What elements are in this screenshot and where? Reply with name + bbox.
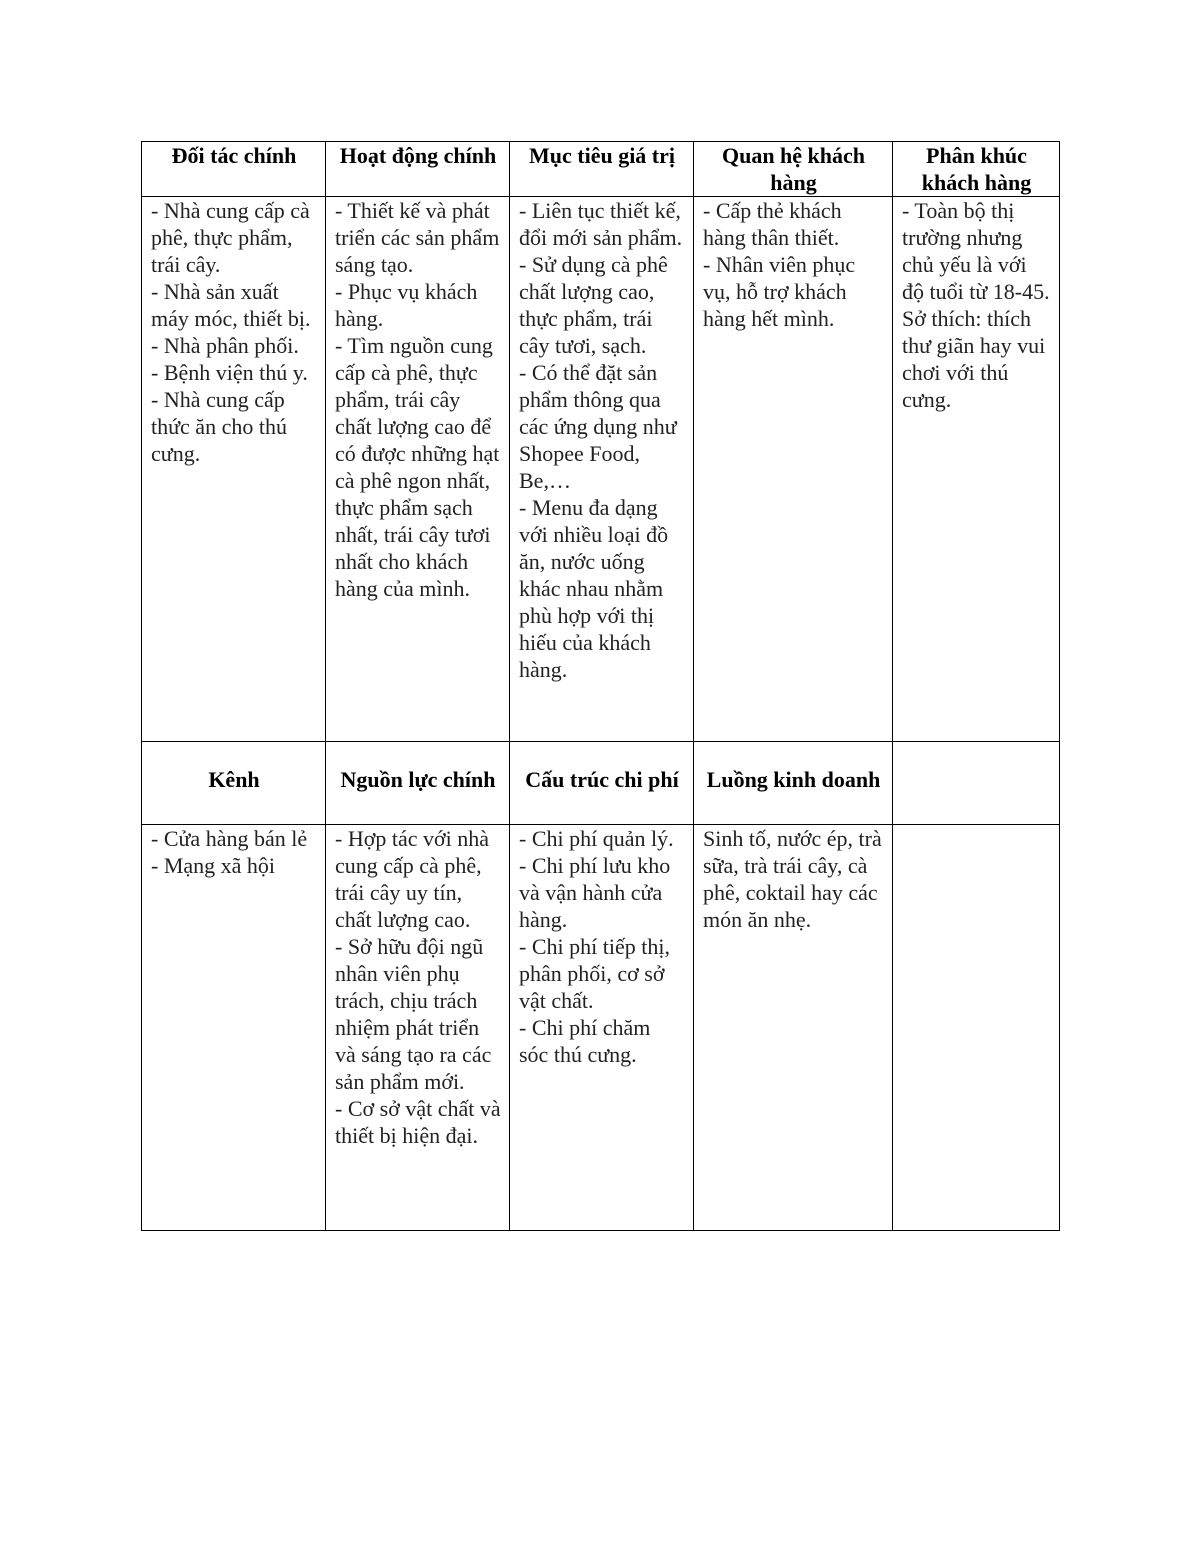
list-item: - Hợp tác với nhà cung cấp cà phê, trái cây uy tín, chất lượng cao. — [335, 826, 489, 932]
header-key-resources: Nguồn lực chính — [326, 742, 510, 825]
list-item: - Cửa hàng bán lẻ — [151, 826, 308, 851]
header-cost-structure: Cấu trúc chi phí — [510, 742, 694, 825]
cell-key-resources — [326, 825, 510, 1231]
header-value-propositions: Mục tiêu giá trị — [510, 142, 694, 197]
list-item: - Cấp thẻ khách hàng thân thiết. — [703, 198, 842, 250]
header-channels: Kênh — [142, 742, 326, 825]
list-item: - Thiết kế và phát triển các sản phẩm sáng tạo. — [335, 198, 500, 277]
list-item: - Nhà sản xuất máy móc, thiết bị. — [151, 279, 311, 331]
list-item: - Chi phí quản lý. — [519, 826, 674, 851]
header-row-2 — [142, 742, 1060, 825]
cell-channels — [142, 825, 326, 1231]
header-key-partners: Đối tác chính — [142, 142, 326, 197]
list-item: - Nhà cung cấp thức ăn cho thú cưng. — [151, 387, 287, 466]
list-item: - Bệnh viện thú y. — [151, 360, 308, 385]
header-revenue-streams: Luồng kinh doanh — [694, 742, 893, 825]
list-item: - Sở hữu đội ngũ nhân viên phụ trách, chịu trách nhiệm phát triển và sáng tạo ra các sản phẩm mới. — [335, 934, 492, 1094]
header-customer-relationships: Quan hệ khách hàng — [694, 142, 893, 197]
cell-key-partners — [142, 197, 326, 742]
content-row-2 — [142, 825, 1060, 1231]
list-item: - Chi phí lưu kho và vận hành cửa hàng. — [519, 853, 671, 932]
cell-key-activities — [326, 197, 510, 742]
header-empty — [893, 742, 1060, 825]
list-item: - Tìm nguồn cung cấp cà phê, thực phẩm, trái cây chất lượng cao để có được những hạt cà phê ngon nhất, thực phẩm sạch nhất, trái cây tươi nhất cho khách hàng của mình. — [335, 333, 500, 601]
list-item: - Nhà cung cấp cà phê, thực phẩm, trái cây. — [151, 198, 310, 277]
list-item: - Menu đa dạng với nhiều loại đồ ăn, nước uống khác nhau nhằm phù hợp với thị hiếu của khách hàng. — [519, 495, 669, 682]
cell-customer-relationships — [694, 197, 893, 742]
list-item: Sở thích: thích thư giãn hay vui chơi với thú cưng. — [902, 306, 1046, 412]
header-key-activities: Hoạt động chính — [326, 142, 510, 197]
list-item: - Cơ sở vật chất và thiết bị hiện đại. — [335, 1096, 501, 1148]
list-item: - Sử dụng cà phê chất lượng cao, thực phẩm, trái cây tươi, sạch. — [519, 252, 668, 358]
list-item: - Chi phí chăm sóc thú cưng. — [519, 1015, 651, 1067]
cell-cost-structure — [510, 825, 694, 1231]
list-item: - Chi phí tiếp thị, phân phối, cơ sở vật chất. — [519, 934, 670, 1013]
header-row-1 — [142, 142, 1060, 197]
content-row-1 — [142, 197, 1060, 742]
header-customer-segments: Phân khúc khách hàng — [893, 142, 1060, 197]
cell-value-propositions — [510, 197, 694, 742]
list-item: Sinh tố, nước ép, trà sữa, trà trái cây, cà phê, coktail hay các món ăn nhẹ. — [703, 826, 882, 932]
business-model-canvas-table — [141, 141, 1060, 1231]
list-item: - Mạng xã hội — [151, 853, 276, 878]
list-item: - Liên tục thiết kế, đổi mới sản phẩm. — [519, 198, 683, 250]
list-item: - Nhà phân phối. — [151, 333, 299, 358]
list-item: - Có thể đặt sản phẩm thông qua các ứng dụng như Shopee Food, Be,… — [519, 360, 677, 493]
cell-revenue-streams — [694, 825, 893, 1231]
list-item: - Nhân viên phục vụ, hỗ trợ khách hàng hết mình. — [703, 252, 856, 331]
cell-empty — [893, 825, 1060, 1231]
list-item: - Toàn bộ thị trường nhưng chủ yếu là với độ tuổi từ 18-45. — [902, 198, 1050, 304]
list-item: - Phục vụ khách hàng. — [335, 279, 478, 331]
cell-customer-segments — [893, 197, 1060, 742]
